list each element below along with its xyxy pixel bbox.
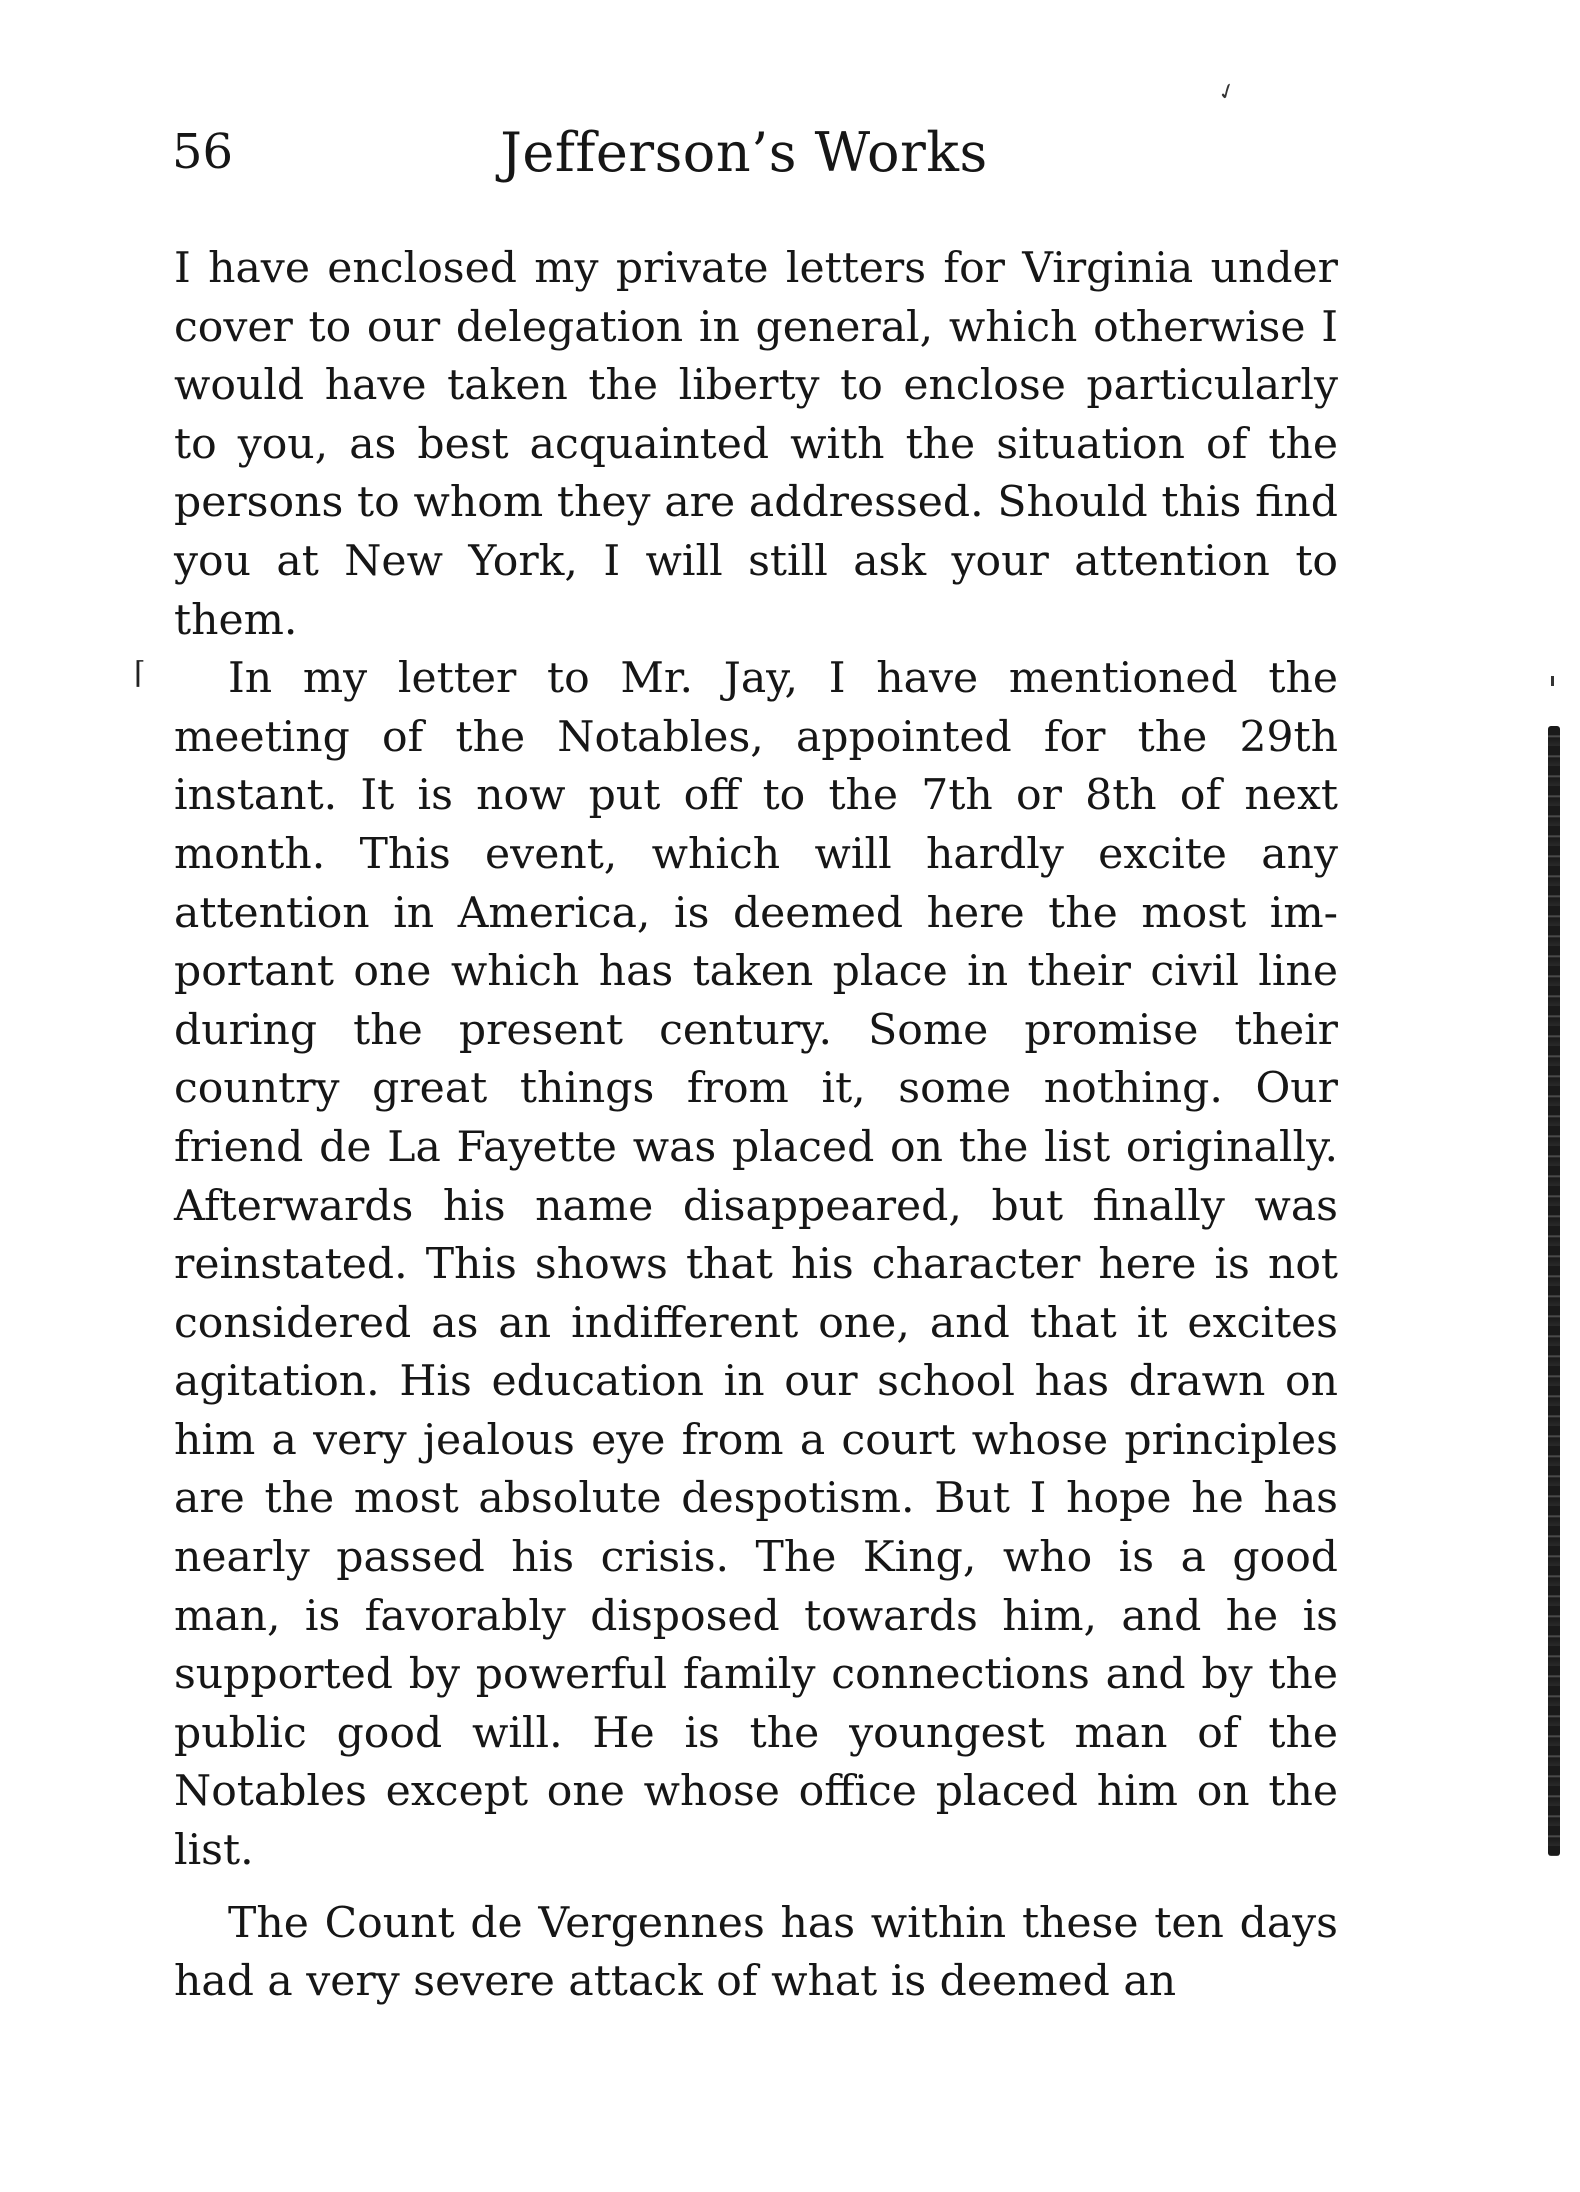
margin-bracket-mark: ⌈ bbox=[134, 656, 146, 691]
running-head-title: Jefferson’s Works bbox=[500, 121, 988, 184]
pencil-check-mark: ✓ bbox=[1214, 77, 1241, 108]
paragraph-1: I have enclosed my private letters for Virginia under cover to our delegation in general, which otherwise I would have taken the liberty to enclose particularly to you, as best acquainted with the situation of the persons to whom they are addressed. Should this find you at New York, I will still ask your attention to them. bbox=[174, 244, 1338, 645]
page-number: 56 bbox=[172, 124, 234, 180]
scan-artifact-dot bbox=[1551, 676, 1554, 686]
body-text bbox=[174, 240, 1338, 2012]
scan-binding-edge bbox=[1548, 726, 1560, 1856]
paragraph-3: The Count de Vergennes has within these ten days had a very severe attack of what is deemed an bbox=[174, 1898, 1338, 2007]
paragraph-2: In my letter to Mr. Jay, I have mentioned the meeting of the Notables, appointed for the 29th instant. It is now put off to the 7th or 8th of next month. This event, which will hardly excite any attention in America, is deemed here the most important one which has taken place in their civil line during the present century. Some promise their country great things from it, some nothing. Our friend de La Fayette was placed on the list originally. Afterwards his name disappeared, but finally was reinstated. This shows that his character here is not considered as an indifferent one, and that it excites agitation. His education in our school has drawn on him a very jealous eye from a court whose principles are the most absolute despotism. But I hope he has nearly passed his crisis. The King, who is a good man, is favorably disposed towards him, and he is supported by powerful family connections and by the public good will. He is the youngest man of the Notables except one whose office placed him on the list. bbox=[174, 654, 1338, 1876]
